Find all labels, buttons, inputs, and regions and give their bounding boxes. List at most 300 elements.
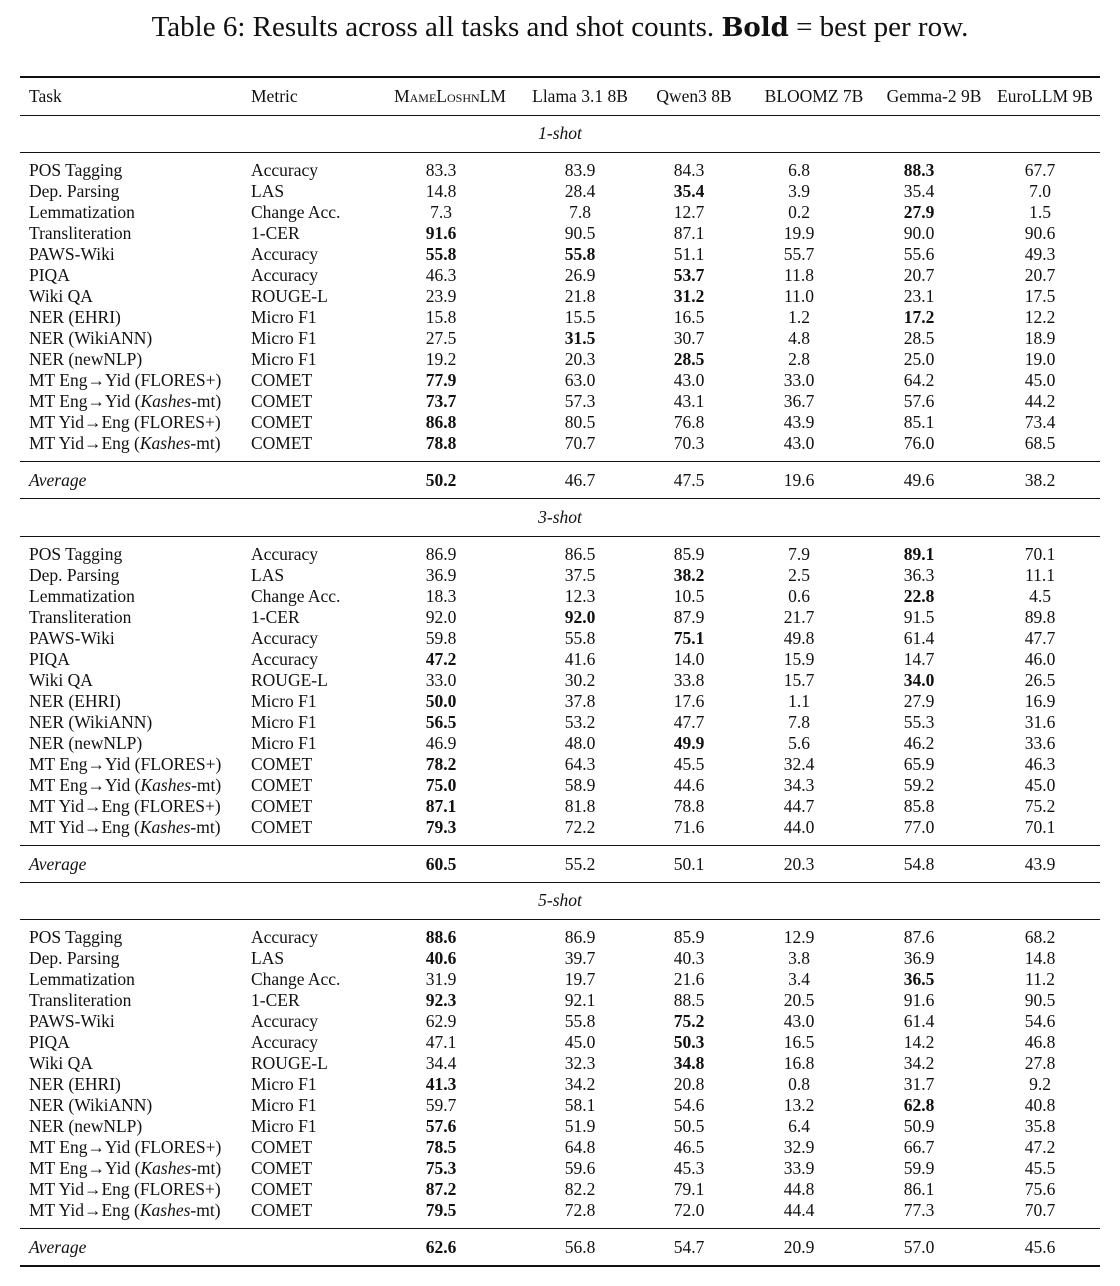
task-cell: Dep. Parsing	[29, 181, 120, 201]
section-label: 1-shot	[538, 123, 582, 143]
value-cell: 87.2	[425, 1179, 457, 1199]
metric-cell: Accuracy	[251, 160, 319, 180]
average-rule	[20, 461, 1100, 462]
value-cell: 2.5	[788, 565, 810, 585]
value-cell: 61.4	[903, 1011, 935, 1031]
value-cell: 86.8	[425, 412, 457, 432]
table-row	[20, 1095, 1100, 1116]
column-header-model: MameLoshnLM	[394, 86, 506, 106]
value-cell: 64.2	[903, 370, 935, 390]
caption-suffix: = best per row.	[796, 11, 969, 43]
average-label: Average	[29, 1237, 87, 1257]
metric-cell: Micro F1	[251, 1095, 317, 1115]
value-cell: 59.7	[425, 1095, 457, 1115]
metric-cell: 1-CER	[251, 223, 300, 243]
value-cell: 43.0	[783, 1011, 815, 1031]
value-cell: 31.2	[673, 286, 705, 306]
average-row	[20, 854, 1100, 875]
value-cell: 55.8	[564, 1011, 596, 1031]
value-cell: 34.2	[564, 1074, 596, 1094]
value-cell: 31.5	[564, 328, 596, 348]
value-cell: 86.9	[425, 544, 457, 564]
value-cell: 50.5	[673, 1116, 705, 1136]
task-cell: MT Eng→Yid (Kashes-mt)	[29, 775, 222, 795]
value-cell: 78.2	[425, 754, 457, 774]
average-value-cell: 50.1	[673, 854, 705, 874]
value-cell: 88.6	[425, 927, 457, 947]
metric-cell: COMET	[251, 775, 313, 795]
average-value-cell: 20.9	[783, 1237, 815, 1257]
value-cell: 45.5	[673, 754, 705, 774]
value-cell: 87.1	[425, 796, 457, 816]
value-cell: 45.5	[1024, 1158, 1056, 1178]
value-cell: 72.2	[564, 817, 596, 837]
metric-cell: COMET	[251, 754, 313, 774]
value-cell: 55.8	[425, 244, 457, 264]
value-cell: 49.9	[673, 733, 705, 753]
metric-cell: COMET	[251, 391, 313, 411]
value-cell: 21.6	[673, 969, 705, 989]
value-cell: 76.8	[673, 412, 705, 432]
table-row	[20, 712, 1100, 733]
value-cell: 6.8	[788, 160, 810, 180]
section-divider	[20, 498, 1100, 499]
table-row	[20, 733, 1100, 754]
value-cell: 32.4	[783, 754, 815, 774]
value-cell: 90.0	[903, 223, 935, 243]
value-cell: 57.6	[425, 1116, 457, 1136]
section-rule	[20, 536, 1100, 537]
metric-cell: Accuracy	[251, 628, 319, 648]
value-cell: 19.7	[564, 969, 596, 989]
value-cell: 7.3	[430, 202, 452, 222]
average-value-cell: 46.7	[564, 470, 596, 490]
metric-cell: 1-CER	[251, 990, 300, 1010]
metric-cell: COMET	[251, 817, 313, 837]
section-label-row	[20, 507, 1100, 528]
metric-cell: ROUGE-L	[251, 670, 328, 690]
value-cell: 37.5	[564, 565, 596, 585]
value-cell: 1.2	[788, 307, 810, 327]
metric-cell: LAS	[251, 948, 285, 968]
average-value-cell: 60.5	[425, 854, 457, 874]
table-row	[20, 691, 1100, 712]
metric-cell: 1-CER	[251, 607, 300, 627]
value-cell: 78.8	[673, 796, 705, 816]
value-cell: 49.8	[783, 628, 815, 648]
value-cell: 59.9	[903, 1158, 935, 1178]
average-value-cell: 19.6	[783, 470, 815, 490]
metric-cell: Accuracy	[251, 544, 319, 564]
value-cell: 30.7	[673, 328, 705, 348]
task-cell: MT Yid→Eng (Kashes-mt)	[29, 1200, 221, 1220]
value-cell: 78.5	[425, 1137, 457, 1157]
table-row	[20, 244, 1100, 265]
value-cell: 62.8	[903, 1095, 935, 1115]
value-cell: 17.2	[903, 307, 935, 327]
average-value-cell: 57.0	[903, 1237, 935, 1257]
value-cell: 28.5	[673, 349, 705, 369]
metric-cell: Micro F1	[251, 1116, 317, 1136]
value-cell: 7.9	[788, 544, 810, 564]
average-value-cell: 56.8	[564, 1237, 596, 1257]
value-cell: 30.2	[564, 670, 596, 690]
value-cell: 33.9	[783, 1158, 815, 1178]
value-cell: 26.5	[1024, 670, 1056, 690]
task-cell: MT Eng→Yid (Kashes-mt)	[29, 1158, 222, 1178]
value-cell: 59.6	[564, 1158, 596, 1178]
value-cell: 64.3	[564, 754, 596, 774]
metric-cell: LAS	[251, 565, 285, 585]
value-cell: 49.3	[1024, 244, 1056, 264]
average-value-cell: 38.2	[1024, 470, 1056, 490]
table-row	[20, 1116, 1100, 1137]
value-cell: 79.1	[673, 1179, 705, 1199]
value-cell: 2.8	[788, 349, 810, 369]
value-cell: 36.7	[783, 391, 815, 411]
value-cell: 6.4	[788, 1116, 810, 1136]
value-cell: 44.0	[783, 817, 815, 837]
value-cell: 92.1	[564, 990, 596, 1010]
value-cell: 31.7	[903, 1074, 935, 1094]
value-cell: 46.9	[425, 733, 457, 753]
task-cell: Transliteration	[29, 607, 132, 627]
value-cell: 45.3	[673, 1158, 705, 1178]
value-cell: 54.6	[673, 1095, 705, 1115]
task-cell: PIQA	[29, 265, 70, 285]
value-cell: 40.8	[1024, 1095, 1056, 1115]
top-rule	[20, 76, 1100, 78]
metric-cell: Micro F1	[251, 712, 317, 732]
value-cell: 55.7	[783, 244, 815, 264]
value-cell: 1.5	[1029, 202, 1051, 222]
value-cell: 85.8	[903, 796, 935, 816]
value-cell: 28.4	[564, 181, 596, 201]
metric-cell: Micro F1	[251, 733, 317, 753]
average-label: Average	[29, 470, 87, 490]
value-cell: 50.0	[425, 691, 457, 711]
value-cell: 47.7	[1024, 628, 1056, 648]
table-row	[20, 1158, 1100, 1179]
value-cell: 20.7	[903, 265, 935, 285]
task-cell: MT Eng→Yid (FLORES+)	[29, 370, 222, 390]
value-cell: 33.0	[425, 670, 457, 690]
task-cell: NER (newNLP)	[29, 349, 143, 369]
value-cell: 36.3	[903, 565, 935, 585]
metric-cell: COMET	[251, 1158, 313, 1178]
value-cell: 12.2	[1024, 307, 1056, 327]
value-cell: 70.1	[1024, 544, 1056, 564]
table-row	[20, 412, 1100, 433]
task-cell: PIQA	[29, 649, 70, 669]
value-cell: 3.4	[788, 969, 810, 989]
average-row	[20, 470, 1100, 491]
task-cell: NER (newNLP)	[29, 733, 143, 753]
table-row	[20, 1011, 1100, 1032]
value-cell: 4.5	[1029, 586, 1051, 606]
value-cell: 12.9	[783, 927, 815, 947]
task-cell: Lemmatization	[29, 586, 135, 606]
value-cell: 0.6	[788, 586, 810, 606]
value-cell: 47.7	[673, 712, 705, 732]
value-cell: 45.0	[1024, 370, 1056, 390]
value-cell: 65.9	[903, 754, 935, 774]
metric-cell: Change Acc.	[251, 969, 341, 989]
value-cell: 72.0	[673, 1200, 705, 1220]
value-cell: 58.9	[564, 775, 596, 795]
value-cell: 16.5	[783, 1032, 815, 1052]
table-row	[20, 328, 1100, 349]
metric-cell: Accuracy	[251, 649, 319, 669]
metric-cell: Change Acc.	[251, 202, 341, 222]
metric-cell: Micro F1	[251, 349, 317, 369]
value-cell: 40.3	[673, 948, 705, 968]
value-cell: 90.5	[1024, 990, 1056, 1010]
task-cell: MT Yid→Eng (FLORES+)	[29, 412, 221, 432]
table-row	[20, 202, 1100, 223]
table-row	[20, 670, 1100, 691]
table-row	[20, 817, 1100, 838]
section-label: 3-shot	[538, 507, 582, 527]
bottom-rule	[20, 1265, 1100, 1267]
value-cell: 86.5	[564, 544, 596, 564]
average-row	[20, 1237, 1100, 1258]
value-cell: 5.6	[788, 733, 810, 753]
task-cell: NER (WikiANN)	[29, 712, 153, 732]
value-cell: 20.3	[564, 349, 596, 369]
metric-cell: Micro F1	[251, 328, 317, 348]
value-cell: 23.1	[903, 286, 935, 306]
value-cell: 11.0	[784, 286, 814, 306]
value-cell: 28.5	[903, 328, 935, 348]
metric-cell: Micro F1	[251, 1074, 317, 1094]
value-cell: 35.4	[673, 181, 705, 201]
task-cell: MT Yid→Eng (Kashes-mt)	[29, 817, 221, 837]
value-cell: 36.9	[425, 565, 457, 585]
value-cell: 14.7	[903, 649, 935, 669]
task-cell: MT Eng→Yid (Kashes-mt)	[29, 391, 222, 411]
table-row	[20, 265, 1100, 286]
metric-cell: ROUGE-L	[251, 286, 328, 306]
value-cell: 16.5	[673, 307, 705, 327]
table-row	[20, 349, 1100, 370]
value-cell: 45.0	[1024, 775, 1056, 795]
value-cell: 44.2	[1024, 391, 1056, 411]
value-cell: 20.7	[1024, 265, 1056, 285]
value-cell: 12.7	[673, 202, 705, 222]
task-cell: NER (WikiANN)	[29, 1095, 153, 1115]
value-cell: 19.9	[783, 223, 815, 243]
value-cell: 34.4	[425, 1053, 457, 1073]
header-row	[20, 86, 1100, 108]
value-cell: 54.6	[1024, 1011, 1056, 1031]
value-cell: 12.3	[564, 586, 596, 606]
average-value-cell: 43.9	[1024, 854, 1056, 874]
average-value-cell: 62.6	[425, 1237, 457, 1257]
metric-cell: Accuracy	[251, 244, 319, 264]
value-cell: 82.2	[564, 1179, 596, 1199]
value-cell: 76.0	[903, 433, 935, 453]
value-cell: 15.8	[425, 307, 457, 327]
value-cell: 86.1	[903, 1179, 935, 1199]
average-value-cell: 55.2	[564, 854, 596, 874]
value-cell: 32.9	[783, 1137, 815, 1157]
value-cell: 68.2	[1024, 927, 1056, 947]
value-cell: 7.8	[788, 712, 810, 732]
metric-cell: COMET	[251, 1200, 313, 1220]
value-cell: 79.5	[425, 1200, 457, 1220]
value-cell: 27.5	[425, 328, 457, 348]
value-cell: 83.9	[564, 160, 596, 180]
value-cell: 81.8	[564, 796, 596, 816]
task-cell: PAWS-Wiki	[29, 628, 115, 648]
table-row	[20, 1074, 1100, 1095]
value-cell: 53.2	[564, 712, 596, 732]
value-cell: 38.2	[673, 565, 705, 585]
value-cell: 34.2	[903, 1053, 935, 1073]
metric-cell: COMET	[251, 433, 313, 453]
value-cell: 11.8	[784, 265, 814, 285]
section-label: 5-shot	[538, 890, 582, 910]
value-cell: 35.4	[903, 181, 935, 201]
caption-prefix: Table 6: Results across all tasks and shot counts.	[151, 11, 715, 43]
value-cell: 25.0	[903, 349, 935, 369]
value-cell: 20.5	[783, 990, 815, 1010]
metric-cell: LAS	[251, 181, 285, 201]
value-cell: 39.7	[564, 948, 596, 968]
value-cell: 86.9	[564, 927, 596, 947]
value-cell: 34.3	[783, 775, 815, 795]
average-label: Average	[29, 854, 87, 874]
value-cell: 46.3	[425, 265, 457, 285]
section-rule	[20, 919, 1100, 920]
value-cell: 46.0	[1024, 649, 1056, 669]
value-cell: 78.8	[425, 433, 457, 453]
value-cell: 0.8	[788, 1074, 810, 1094]
table-row	[20, 586, 1100, 607]
value-cell: 0.2	[788, 202, 810, 222]
value-cell: 32.3	[564, 1053, 596, 1073]
value-cell: 92.0	[425, 607, 457, 627]
value-cell: 17.5	[1024, 286, 1056, 306]
section-rule	[20, 152, 1100, 153]
section-label-row	[20, 123, 1100, 144]
value-cell: 58.1	[564, 1095, 596, 1115]
metric-cell: Micro F1	[251, 691, 317, 711]
task-cell: Dep. Parsing	[29, 948, 120, 968]
value-cell: 63.0	[564, 370, 596, 390]
value-cell: 51.9	[564, 1116, 596, 1136]
metric-cell: Change Acc.	[251, 586, 341, 606]
table-row	[20, 775, 1100, 796]
task-cell: NER (EHRI)	[29, 1074, 121, 1094]
value-cell: 41.6	[564, 649, 596, 669]
value-cell: 33.0	[783, 370, 815, 390]
value-cell: 59.8	[425, 628, 457, 648]
value-cell: 17.6	[673, 691, 705, 711]
value-cell: 70.1	[1024, 817, 1056, 837]
value-cell: 13.2	[783, 1095, 815, 1115]
task-cell: MT Eng→Yid (FLORES+)	[29, 754, 222, 774]
value-cell: 46.8	[1024, 1032, 1056, 1052]
metric-cell: Micro F1	[251, 307, 317, 327]
value-cell: 27.8	[1024, 1053, 1056, 1073]
value-cell: 36.5	[903, 969, 935, 989]
value-cell: 75.1	[673, 628, 705, 648]
value-cell: 14.2	[903, 1032, 935, 1052]
column-header-metric: Metric	[251, 86, 298, 106]
value-cell: 10.5	[673, 586, 705, 606]
value-cell: 44.8	[783, 1179, 815, 1199]
table-row	[20, 754, 1100, 775]
table-row	[20, 307, 1100, 328]
task-cell: PAWS-Wiki	[29, 1011, 115, 1031]
average-rule	[20, 1228, 1100, 1229]
value-cell: 68.5	[1024, 433, 1056, 453]
value-cell: 77.9	[425, 370, 457, 390]
value-cell: 43.9	[783, 412, 815, 432]
value-cell: 85.1	[903, 412, 935, 432]
value-cell: 51.1	[673, 244, 705, 264]
value-cell: 46.5	[673, 1137, 705, 1157]
task-cell: Wiki QA	[29, 1053, 93, 1073]
value-cell: 64.8	[564, 1137, 596, 1157]
task-cell: MT Eng→Yid (FLORES+)	[29, 1137, 222, 1157]
value-cell: 20.8	[673, 1074, 705, 1094]
table-row	[20, 181, 1100, 202]
average-value-cell: 54.7	[673, 1237, 705, 1257]
value-cell: 27.9	[903, 691, 935, 711]
table-row	[20, 1053, 1100, 1074]
column-header-model: BLOOMZ 7B	[764, 86, 864, 106]
value-cell: 84.3	[673, 160, 705, 180]
average-rule	[20, 845, 1100, 846]
value-cell: 48.0	[564, 733, 596, 753]
value-cell: 72.8	[564, 1200, 596, 1220]
task-cell: Dep. Parsing	[29, 565, 120, 585]
value-cell: 47.2	[425, 649, 457, 669]
value-cell: 40.6	[425, 948, 457, 968]
task-cell: POS Tagging	[29, 544, 123, 564]
table-row	[20, 391, 1100, 412]
table-row	[20, 160, 1100, 181]
column-header-model: Llama 3.1 8B	[532, 86, 628, 106]
value-cell: 21.8	[564, 286, 596, 306]
table-row	[20, 544, 1100, 565]
task-cell: Lemmatization	[29, 969, 135, 989]
task-cell: Wiki QA	[29, 670, 93, 690]
value-cell: 91.6	[425, 223, 457, 243]
value-cell: 77.3	[903, 1200, 935, 1220]
metric-cell: COMET	[251, 370, 313, 390]
value-cell: 85.9	[673, 544, 705, 564]
value-cell: 15.7	[783, 670, 815, 690]
value-cell: 27.9	[903, 202, 935, 222]
task-cell: MT Yid→Eng (FLORES+)	[29, 796, 221, 816]
average-value-cell: 50.2	[425, 470, 457, 490]
value-cell: 43.0	[783, 433, 815, 453]
value-cell: 70.3	[673, 433, 705, 453]
value-cell: 56.5	[425, 712, 457, 732]
value-cell: 50.9	[903, 1116, 935, 1136]
value-cell: 83.3	[425, 160, 457, 180]
value-cell: 87.6	[903, 927, 935, 947]
task-cell: Lemmatization	[29, 202, 135, 222]
value-cell: 11.2	[1025, 969, 1055, 989]
value-cell: 73.7	[425, 391, 457, 411]
average-value-cell: 45.6	[1024, 1237, 1056, 1257]
value-cell: 46.3	[1024, 754, 1056, 774]
